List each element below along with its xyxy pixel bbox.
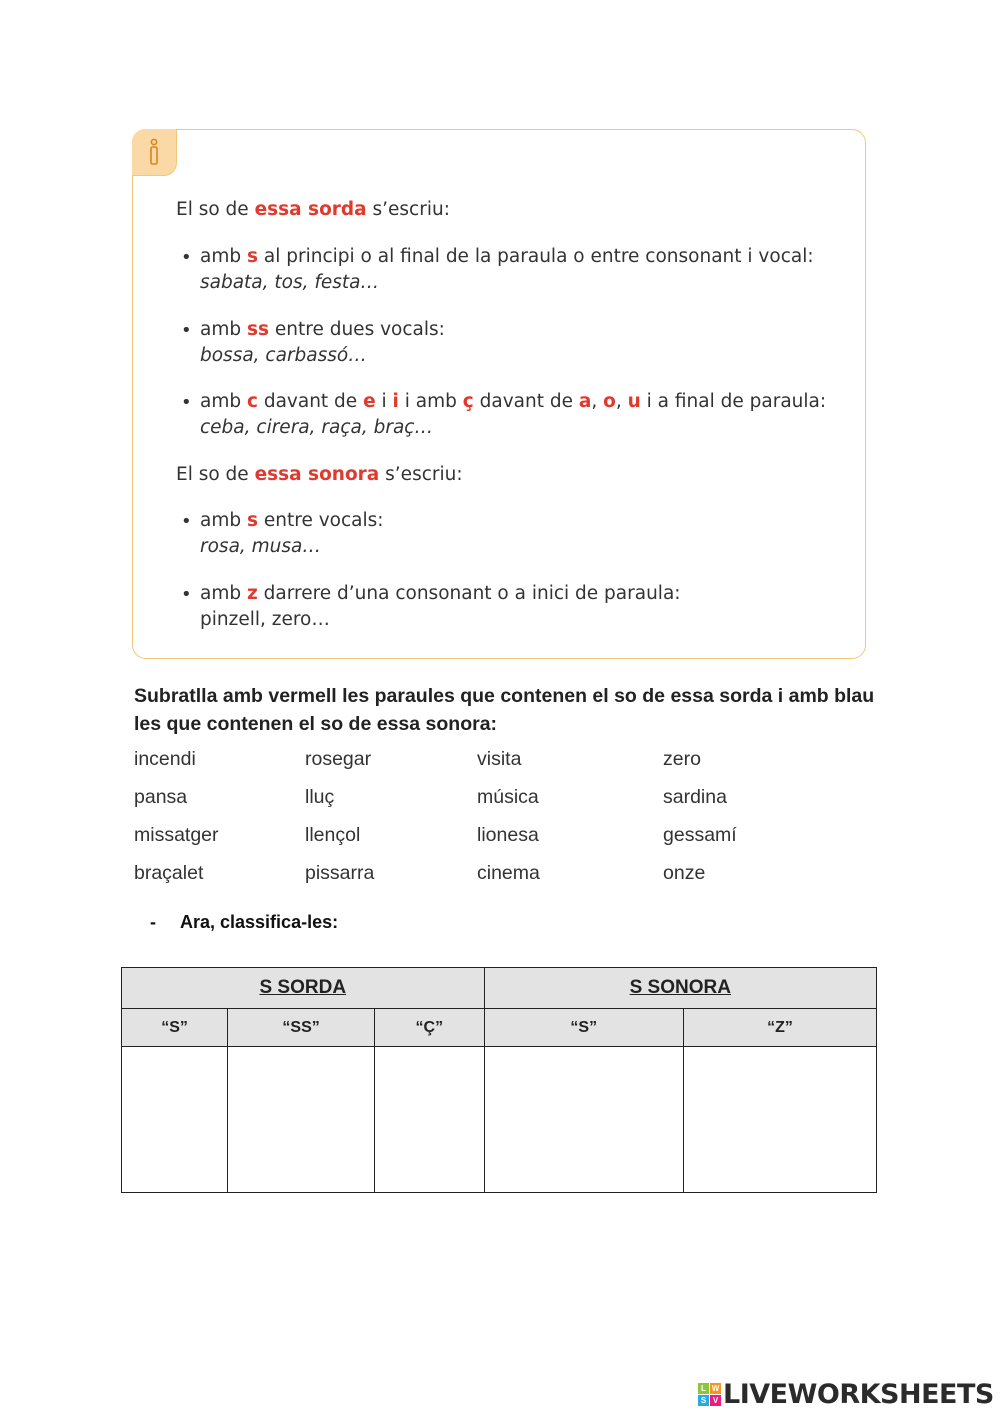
- sorda-intro: El so de essa sorda s’escriu:: [176, 199, 450, 220]
- word-item[interactable]: lionesa: [477, 824, 539, 846]
- exercise-instruction: Subratlla amb vermell les paraules que contenen el so de essa sorda i amb blau les que contenen el so de essa sonora:: [134, 685, 875, 735]
- word-item[interactable]: missatger: [134, 824, 219, 846]
- answer-cell-ss[interactable]: [228, 1047, 375, 1193]
- word-item[interactable]: pansa: [134, 786, 188, 808]
- liveworksheets-logo-icon: L W S V: [698, 1383, 721, 1406]
- bullet-icon: •: [181, 320, 192, 341]
- word-item[interactable]: pissarra: [305, 862, 375, 884]
- sonora-intro: El so de essa sonora s’escriu:: [176, 464, 463, 485]
- column-header-z: “Z”: [683, 1009, 876, 1047]
- column-header-sonora-s: “S”: [484, 1009, 683, 1047]
- word-item[interactable]: onze: [663, 862, 706, 884]
- info-tab: [132, 129, 177, 176]
- header-s-sonora: S SONORA: [484, 968, 876, 1009]
- rule-examples: ceba, cirera, raça, braç…: [200, 417, 433, 438]
- answer-cell-c-cedilla[interactable]: [375, 1047, 485, 1193]
- rule-sonora-0: amb s entre vocals:: [200, 510, 384, 531]
- bullet-icon: •: [181, 392, 192, 413]
- column-header-s: “S”: [122, 1009, 228, 1047]
- word-item[interactable]: sardina: [663, 786, 727, 808]
- answer-cell-z[interactable]: [683, 1047, 876, 1193]
- word-item[interactable]: rosegar: [305, 748, 372, 770]
- word-item[interactable]: lluç: [305, 786, 335, 808]
- liveworksheets-brand: [698, 1377, 994, 1411]
- rule-examples: sabata, tos, festa…: [200, 272, 380, 293]
- word-item[interactable]: llençol: [305, 824, 361, 846]
- word-item[interactable]: zero: [663, 748, 701, 770]
- rule-examples: rosa, musa…: [200, 536, 321, 557]
- word-item[interactable]: incendi: [134, 748, 196, 770]
- word-item[interactable]: braçalet: [134, 862, 204, 884]
- word-item[interactable]: gessamí: [663, 824, 737, 846]
- rule-sorda-0: amb s al principi o al final de la paraula o entre consonant i vocal:: [200, 246, 814, 267]
- rule-sonora-1: amb z darrere d’una consonant o a inici de paraula:: [200, 583, 681, 604]
- bullet-icon: •: [181, 584, 192, 605]
- word-item[interactable]: cinema: [477, 862, 540, 884]
- classify-subtask: - Ara, classifica-les:: [150, 912, 339, 932]
- rule-sorda-1: amb ss entre dues vocals:: [200, 319, 445, 340]
- bullet-icon: •: [181, 511, 192, 532]
- word-item[interactable]: música: [477, 786, 539, 808]
- answer-cell-s[interactable]: [122, 1047, 228, 1193]
- rule-examples: bossa, carbassó…: [200, 345, 367, 366]
- classification-table: [121, 967, 877, 1193]
- header-s-sorda: S SORDA: [122, 968, 485, 1009]
- classify-label: Ara, classifica-les:: [180, 912, 339, 932]
- word-item[interactable]: visita: [477, 748, 522, 770]
- info-i-icon: [146, 138, 162, 166]
- rule-sorda-2: amb c davant de e i i i amb ç davant de a, o, u i a final de paraula:: [200, 391, 827, 412]
- column-header-c-cedilla: “Ç”: [375, 1009, 485, 1047]
- column-header-ss: “SS”: [228, 1009, 375, 1047]
- brand-text: LIVEWORKSHEETS: [723, 1378, 994, 1410]
- bullet-icon: •: [181, 247, 192, 268]
- answer-cell-sonora-s[interactable]: [484, 1047, 683, 1193]
- rule-examples: pinzell, zero…: [200, 609, 330, 630]
